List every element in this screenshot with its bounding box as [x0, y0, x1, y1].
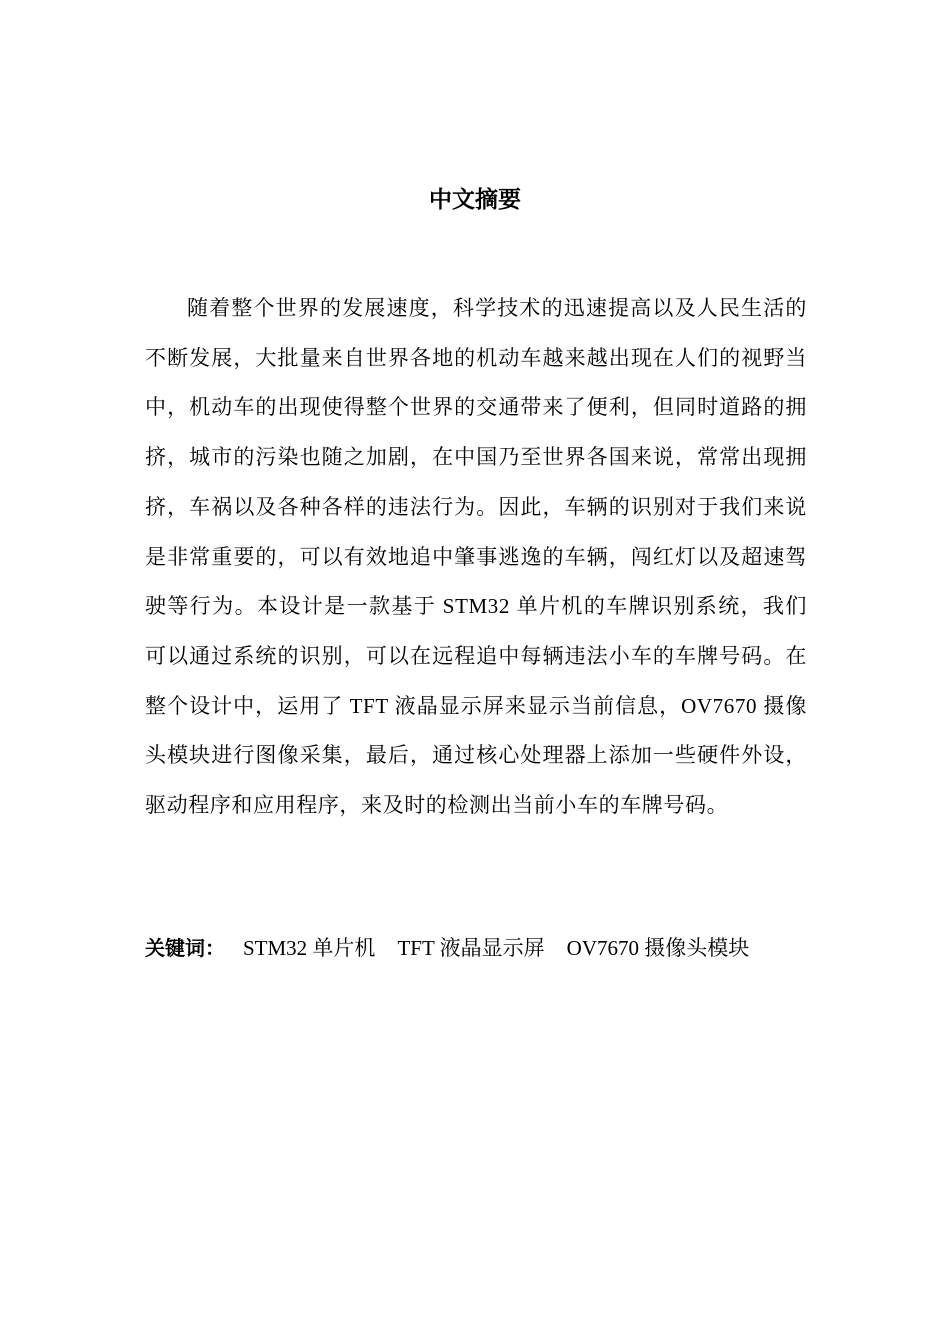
abstract-paragraph: 随着整个世界的发展速度，科学技术的迅速提高以及人民生活的不断发展，大批量来自世界各地的机动车越来越出现在人们的视野当中，机动车的出现使得整个世界的交通带来了便利，但同时道路的拥挤，城市的污染也随之加剧，在中国乃至世界各国来说，常常出现拥挤，车祸以及各种各样的违法行为。因此，车辆的识别对于我们来说是非常重要的，可以有效地追中肇事逃逸的车辆，闯红灯以及超速驾驶等行为。本设计是一款基于 STM32 单片机的车牌识别系统，我们可以通过系统的识别，可以在远程追中每辆违法小车的车牌号码。在整个设计中，运用了 TFT 液晶显示屏来显示当前信息，OV7670 摄像头模块进行图像采集，最后，通过核心处理器上添加一些硬件外设，驱动程序和应用程序，来及时的检测出当前小车的车牌号码。 [145, 296, 807, 818]
page-title: 中文摘要 [429, 187, 521, 213]
keyword-item: TFT 液晶显示屏 [397, 936, 545, 960]
keywords-line [145, 928, 845, 968]
keyword-item: OV7670 摄像头模块 [566, 936, 750, 960]
keywords-label: 关键词： [145, 936, 225, 960]
keyword-item: STM32 单片机 [243, 936, 376, 960]
